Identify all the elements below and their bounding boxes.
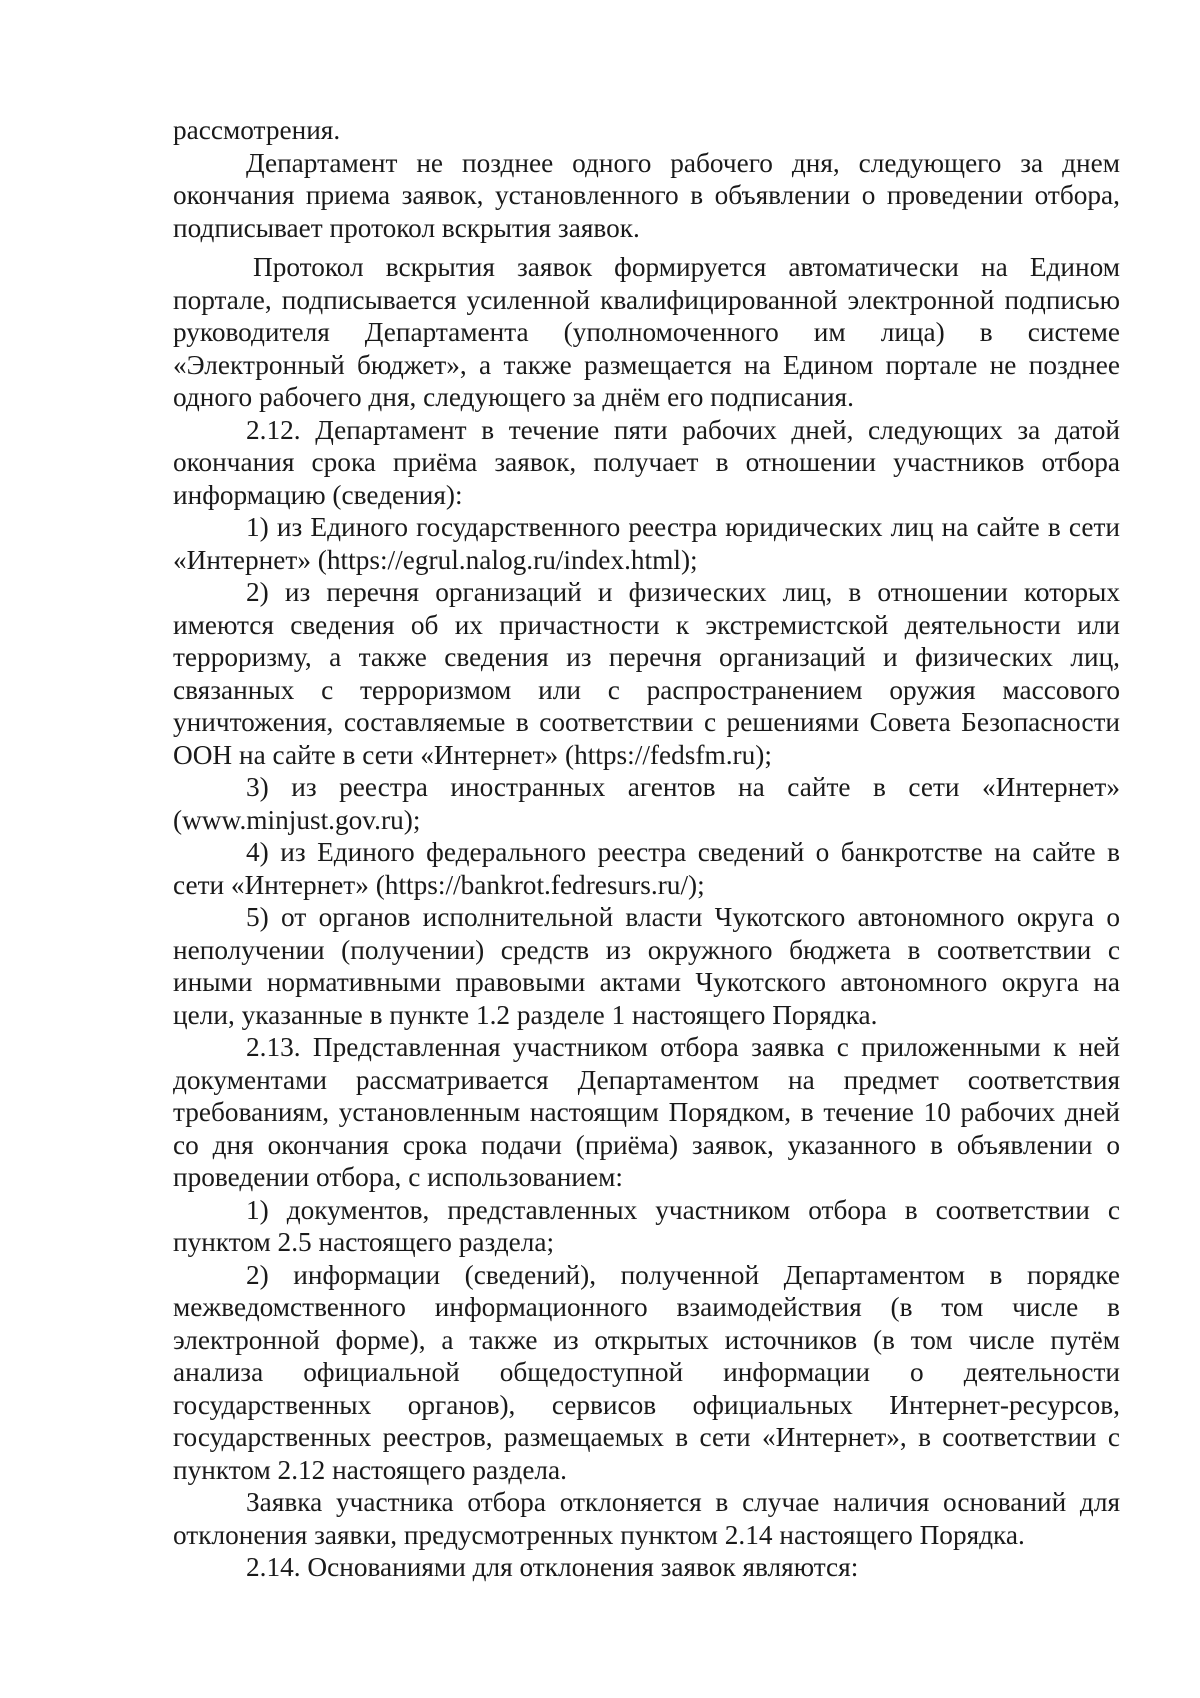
list-item-2-12-3: 3) из реестра иностранных агентов на сайте в сети «Интернет» (www.minjust.gov.ru); — [173, 772, 1120, 835]
paragraph-2-14: 2.14. Основаниями для отклонения заявок являются: — [246, 1552, 859, 1582]
paragraph-protocol-signing: Департамент не позднее одного рабочего дня, следующего за днем окончания приема заявок, установленного в объявлении о проведении отбора, подписывает протокол вскрытия заявок. — [173, 147, 1120, 243]
list-item-2-12-1: 1) из Единого государственного реестра юридических лиц на сайте в сети «Интернет» (https://egrul.nalog.ru/index.html); — [173, 512, 1120, 575]
paragraph-protocol-formation: Протокол вскрытия заявок формируется автоматически на Едином портале, подписывается усиленной квалифицированной электронной подписью руководителя Департамента (уполномоченного им лица) в системе «Электронный бюджет», а также размещается на Едином портале не позднее одного рабочего дня, следующего за днём его подписания. — [173, 252, 1120, 412]
list-item-2-12-2: 2) из перечня организаций и физических лиц, в отношении которых имеются сведения об их причастности к экстремистской деятельности или терроризму, а также сведения из перечня организаций и физических лиц, связанных с терроризмом или с распространением оружия массового уничтожения, составляемые в соответствии с решениями Совета Безопасности ООН на сайте в сети «Интернет» (https://fedsfm.ru); — [173, 577, 1120, 770]
paragraph-2-13: 2.13. Представленная участником отбора заявка с приложенными к ней документами рассматривается Департаментом на предмет соответствия требованиям, установленным настоящим Порядком, в течение 10 рабочих дней со дня окончания срока подачи (приёма) заявок, указанного в объявлении о проведении отбора, с использованием: — [173, 1032, 1120, 1192]
list-item-2-13-1: 1) документов, представленных участником отбора в соответствии с пунктом 2.5 настоящего раздела; — [173, 1194, 1120, 1257]
list-item-2-12-5: 5) от органов исполнительной власти Чукотского автономного округа о неполучении (получении) средств из окружного бюджета в соответствии с иными нормативными правовыми актами Чукотского автономного округа на цели, указанные в пункте 1.2 разделе 1 настоящего Порядка. — [173, 902, 1120, 1030]
paragraph-2-12: 2.12. Департамент в течение пяти рабочих дней, следующих за датой окончания срока приёма заявок, получает в отношении участников отбора информацию (сведения): — [173, 414, 1120, 510]
list-item-2-13-2: 2) информации (сведений), полученной Департаментом в порядке межведомственного информационного взаимодействия (в том числе в электронной форме), а также из открытых источников (в том числе путём анализа официальной общедоступной информации о деятельности государственных органов), сервисов официальных Интернет-ресурсов, государственных реестров, размещаемых в сети «Интернет», в соответствии с пунктом 2.12 настоящего раздела. — [173, 1259, 1120, 1485]
paragraph-rejection: Заявка участника отбора отклоняется в случае наличия оснований для отклонения заявки, предусмотренных пунктом 2.14 настоящего Порядка. — [173, 1487, 1120, 1550]
paragraph-continuation: рассмотрения. — [173, 115, 341, 145]
document-body — [173, 114, 1120, 1584]
list-item-2-12-4: 4) из Единого федерального реестра сведений о банкротстве на сайте в сети «Интернет» (https://bankrot.fedresurs.ru/); — [173, 837, 1120, 900]
